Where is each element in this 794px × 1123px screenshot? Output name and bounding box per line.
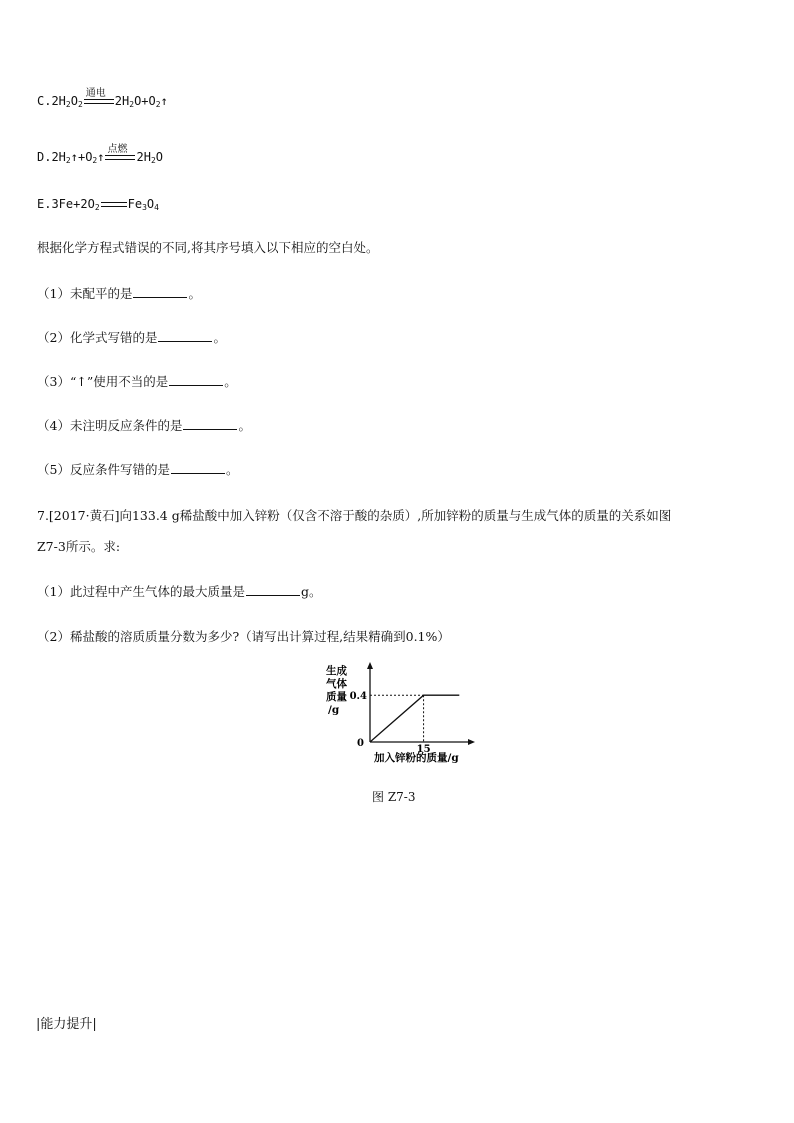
fill-item-3: （3）“↑”使用不当的是 。 xyxy=(37,374,237,389)
fill-item-2: （2）化学式写错的是 。 xyxy=(37,330,226,345)
series-line xyxy=(370,695,459,742)
gas-arrow: ↑ xyxy=(70,150,78,164)
answer-blank[interactable] xyxy=(158,329,212,342)
question-7-line-1: 7.[2017·黄石]向133.4 g稀盐酸中加入锌粉（仅含不溶于酸的杂质）,所加锌粉的质量与生成气体的质量的关系如图 xyxy=(37,508,672,523)
y-axis-label-line-4: /g xyxy=(328,704,340,716)
y-axis-label-line-1: 生成 xyxy=(326,665,347,677)
y-axis-label-line-3: 质量 xyxy=(326,691,347,703)
reaction-condition: 点燃 xyxy=(105,153,135,163)
equation-d: $D.2H_2↑+O_2↑$ 点燃 $2H_2O$ xyxy=(37,143,163,165)
chart-svg xyxy=(320,660,480,772)
equation-c: $C.2H_2O_2$ 通电 $2H_2O+O_2↑$ xyxy=(37,87,168,109)
gas-arrow: ↑ xyxy=(97,150,105,164)
x-axis-label: 加入锌粉的质量/g xyxy=(374,752,459,764)
equals-sign xyxy=(101,202,127,207)
answer-blank[interactable] xyxy=(171,461,225,474)
answer-blank[interactable] xyxy=(169,373,223,386)
equals-sign xyxy=(84,99,114,104)
y-axis-label-line-2: 气体 xyxy=(326,678,347,690)
section-title: |能力提升| xyxy=(36,1017,97,1032)
option-label: D. xyxy=(37,150,52,164)
x-axis-arrow xyxy=(468,739,475,745)
equation-e: $E.3Fe+2O_2$ $Fe_3O_4$ xyxy=(37,197,159,212)
answer-blank[interactable] xyxy=(183,417,237,430)
fill-item-4: （4）未注明反应条件的是 。 xyxy=(37,418,251,433)
figure-caption: 图 Z7-3 xyxy=(372,790,416,804)
option-label: E. xyxy=(37,197,52,211)
y-tick-label: 0.4 xyxy=(349,691,367,703)
question-7-part-1: （1）此过程中产生气体的最大质量是 g。 xyxy=(37,584,322,599)
y-axis-arrow xyxy=(367,662,373,669)
equals-sign-no-condition xyxy=(101,200,127,210)
fill-item-1: （1）未配平的是 。 xyxy=(37,286,201,301)
answer-blank[interactable] xyxy=(246,583,300,596)
origin-label: 0 xyxy=(357,738,364,749)
question-7-line-2: Z7-3所示。求: xyxy=(37,539,121,554)
reaction-condition: 通电 xyxy=(84,97,114,107)
x-tick-label: 15 xyxy=(416,744,431,755)
equals-sign xyxy=(105,155,135,160)
question-7-part-2: （2）稀盐酸的溶质质量分数为多少?（请写出计算过程,结果精确到0.1%） xyxy=(37,629,450,644)
chart-figure-z7-3 xyxy=(320,660,480,772)
fill-item-5: （5）反应条件写错的是 。 xyxy=(37,462,239,477)
answer-blank[interactable] xyxy=(133,285,187,298)
gas-arrow: ↑ xyxy=(160,94,168,108)
option-label: C. xyxy=(37,94,52,108)
instruction-text: 根据化学方程式错误的不同,将其序号填入以下相应的空白处。 xyxy=(37,240,379,255)
